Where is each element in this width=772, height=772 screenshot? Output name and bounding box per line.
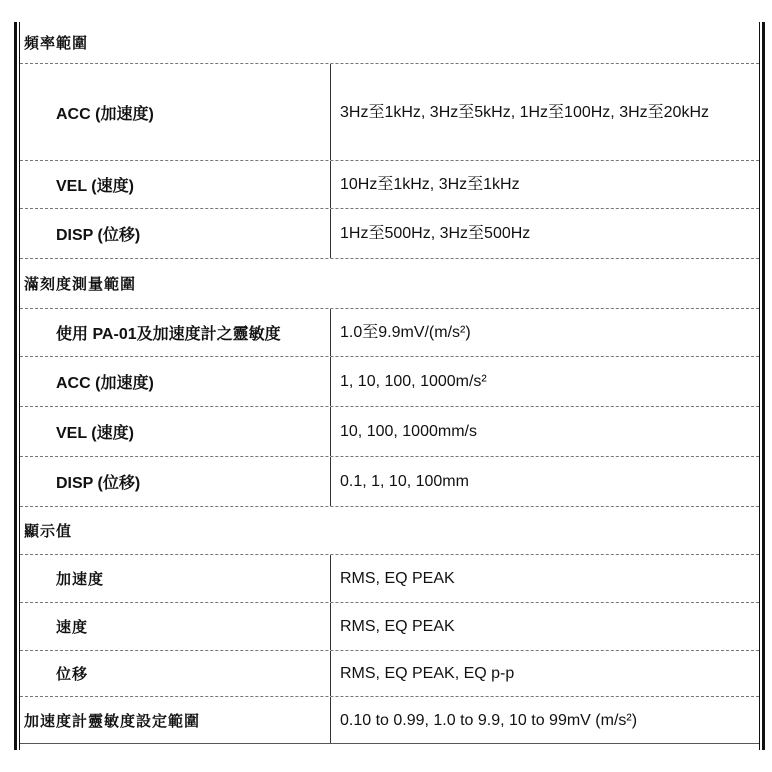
table-row — [20, 602, 759, 650]
row-label: 位移 — [56, 665, 89, 683]
row-label: ACC (加速度) — [56, 375, 154, 392]
row-label: 速度 — [56, 618, 89, 636]
column-divider — [330, 603, 331, 650]
table-row — [20, 208, 759, 258]
table-row — [20, 356, 759, 406]
section-title: 滿刻度測量範圍 — [24, 275, 137, 293]
column-divider — [330, 309, 331, 356]
column-divider — [330, 457, 331, 506]
column-divider — [330, 651, 331, 696]
section-title: 頻率範圍 — [24, 34, 89, 52]
row-label: DISP (位移) — [56, 475, 141, 492]
row-value: 1.0至9.9mV/(m/s²) — [340, 324, 471, 341]
column-divider — [330, 555, 331, 602]
row-value: 0.10 to 0.99, 1.0 to 9.9, 10 to 99mV (m/s²) — [340, 711, 638, 729]
row-value: 1Hz至500Hz, 3Hz至500Hz — [340, 225, 531, 242]
row-value: 10, 100, 1000mm/s — [340, 423, 477, 440]
spec-table — [14, 22, 764, 750]
table-row-sensitivity-setting — [20, 696, 759, 744]
row-label: VEL (速度) — [56, 178, 134, 195]
table-row — [20, 650, 759, 696]
row-value: 1, 10, 100, 1000m/s² — [340, 373, 487, 390]
table-row — [20, 63, 759, 160]
column-divider — [330, 407, 331, 456]
row-value: RMS, EQ PEAK, EQ p-p — [340, 665, 515, 682]
row-value: RMS, EQ PEAK — [340, 570, 455, 587]
row-value: 0.1, 1, 10, 100mm — [340, 473, 469, 490]
table-row — [20, 456, 759, 506]
table-row — [20, 406, 759, 456]
column-divider — [330, 697, 331, 743]
row-value: RMS, EQ PEAK — [340, 618, 455, 635]
row-label: 加速度計靈敏度設定範圍 — [24, 711, 201, 730]
column-divider — [330, 161, 331, 208]
section-row-frequency-range — [20, 22, 759, 63]
table-border-right-inner — [759, 22, 760, 750]
row-label: 使用 PA-01及加速度計之靈敏度 — [56, 326, 281, 343]
column-divider — [330, 357, 331, 406]
table-border-right — [762, 22, 765, 750]
row-label: VEL (速度) — [56, 425, 134, 442]
row-label: DISP (位移) — [56, 227, 141, 244]
section-row-full-scale-range — [20, 258, 759, 308]
table-row — [20, 160, 759, 208]
column-divider — [330, 209, 331, 258]
section-title: 顯示值 — [24, 522, 73, 540]
section-row-display-values — [20, 506, 759, 554]
table-row — [20, 554, 759, 602]
row-value: 10Hz至1kHz, 3Hz至1kHz — [340, 176, 520, 193]
row-label: ACC (加速度) — [56, 105, 154, 123]
column-divider — [330, 64, 331, 160]
table-border-left — [14, 22, 17, 750]
table-row — [20, 308, 759, 356]
row-label: 加速度 — [56, 570, 105, 588]
row-value: 3Hz至1kHz, 3Hz至5kHz, 1Hz至100Hz, 3Hz至20kHz — [340, 103, 709, 121]
